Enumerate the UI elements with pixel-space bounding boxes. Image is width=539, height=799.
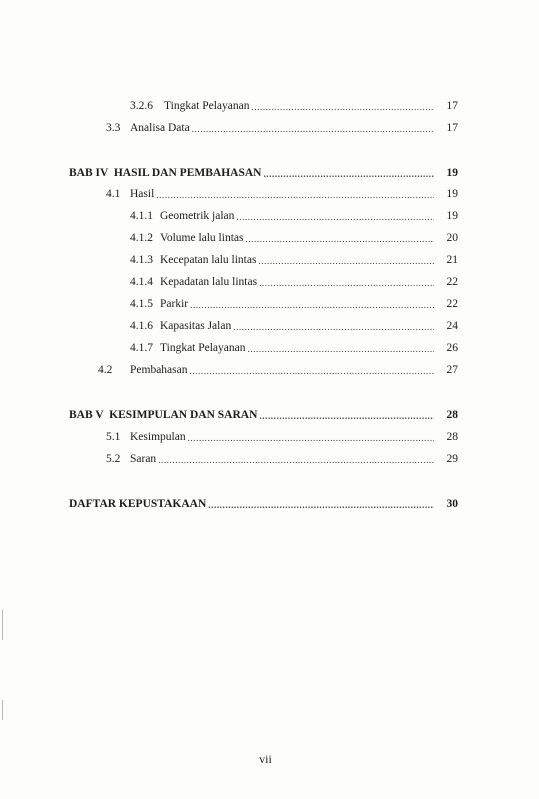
toc-entry-page: 30: [446, 498, 458, 510]
toc-entry: [106, 428, 458, 444]
toc-entry-page: 17: [446, 122, 458, 134]
toc-entry: [106, 119, 458, 135]
toc-entry-number: 4.2: [98, 364, 113, 376]
toc-entry-page: 19: [446, 188, 458, 200]
toc-entry-number: 5.2: [106, 453, 121, 465]
toc-entry-page: 26: [446, 342, 458, 354]
toc-dot-leader: [158, 454, 434, 466]
toc-entry: [130, 207, 458, 223]
toc-entry-number: 4.1.2: [130, 232, 153, 244]
toc-entry: [130, 251, 458, 267]
toc-entry-page: 22: [446, 298, 458, 310]
toc-chapter-entry: [69, 406, 458, 422]
toc-entry-number: 5.1: [106, 431, 121, 443]
toc-entry-page: 21: [446, 254, 458, 266]
toc-entry-number: 4.1.1: [130, 210, 153, 222]
toc-dot-leader: [236, 211, 434, 223]
toc-entry-number: 4.1.3: [130, 254, 153, 266]
toc-entry-title: Kecepatan lalu lintas: [160, 254, 257, 266]
toc-entry-title: Pembahasan: [130, 364, 188, 376]
toc-entry: [130, 317, 458, 333]
toc-dot-leader: [259, 410, 434, 422]
page-number: vii: [259, 752, 272, 766]
toc-dot-leader: [188, 432, 434, 444]
toc-entry-title: Saran: [130, 453, 157, 465]
toc-dot-leader: [156, 189, 434, 201]
toc-dot-leader: [263, 168, 434, 180]
toc-entry-number: 4.1: [106, 188, 121, 200]
toc-chapter-title: BAB V KESIMPULAN DAN SARAN: [69, 409, 258, 421]
toc-dot-leader: [259, 277, 434, 289]
toc-dot-leader: [233, 321, 434, 333]
toc-entry-title: Geometrik jalan: [160, 210, 235, 222]
toc-dot-leader: [248, 343, 435, 355]
toc-entry-page: 17: [446, 100, 458, 112]
toc-entry-number: 4.1.7: [130, 342, 153, 354]
toc-chapter-entry: [69, 495, 458, 511]
toc-entry: [106, 450, 458, 466]
toc-entry-number: 3.3: [106, 122, 121, 134]
toc-entry: [130, 339, 458, 355]
toc-entry-number: 4.1.4: [130, 276, 153, 288]
toc-entry-title: Tingkat Pelayanan: [164, 100, 250, 112]
toc-entry-page: 29: [446, 453, 458, 465]
toc-entry-page: 28: [446, 431, 458, 443]
toc-entry: [130, 273, 458, 289]
toc-entry-page: 19: [446, 167, 458, 179]
toc-dot-leader: [189, 365, 434, 377]
toc-entry-number: 4.1.6: [130, 320, 153, 332]
toc-chapter-title: BAB IV HASIL DAN PEMBAHASAN: [69, 167, 262, 179]
toc-entry-page: 22: [446, 276, 458, 288]
toc-entry-title: Kapasitas Jalan: [160, 320, 232, 332]
toc-entry-title: Analisa Data: [130, 122, 190, 134]
toc-dot-leader: [208, 499, 434, 511]
toc-entry-title: Kepadatan lalu lintas: [160, 276, 258, 288]
toc-dot-leader: [258, 255, 434, 267]
toc-dot-leader: [192, 123, 434, 135]
toc-entry-number: 4.1.5: [130, 298, 153, 310]
scan-edge-mark: [2, 700, 3, 720]
toc-chapter-title: DAFTAR KEPUSTAKAAN: [69, 498, 207, 510]
toc-entry-page: 27: [446, 364, 458, 376]
toc-entry-page: 20: [446, 232, 458, 244]
toc-entry-title: Volume lalu lintas: [160, 232, 244, 244]
toc-entry: [106, 185, 458, 201]
toc-dot-leader: [190, 299, 434, 311]
toc-dot-leader: [245, 233, 434, 245]
toc-entry-number: 3.2.6: [130, 100, 153, 112]
toc-dot-leader: [252, 101, 435, 113]
toc-entry-title: Hasil: [130, 188, 155, 200]
toc-entry-title: Kesimpulan: [130, 431, 186, 443]
toc-entry-page: 24: [446, 320, 458, 332]
toc-entry: [130, 229, 458, 245]
scan-edge-mark: [2, 610, 3, 640]
toc-entry-page: 28: [446, 409, 458, 421]
toc-chapter-entry: [69, 164, 458, 180]
toc-entry-title: Parkir: [160, 298, 189, 310]
toc-entry: [130, 295, 458, 311]
toc-entry: [130, 97, 458, 113]
toc-entry-page: 19: [446, 210, 458, 222]
toc-entry: [98, 361, 458, 377]
toc-entry-title: Tingkat Pelayanan: [160, 342, 246, 354]
